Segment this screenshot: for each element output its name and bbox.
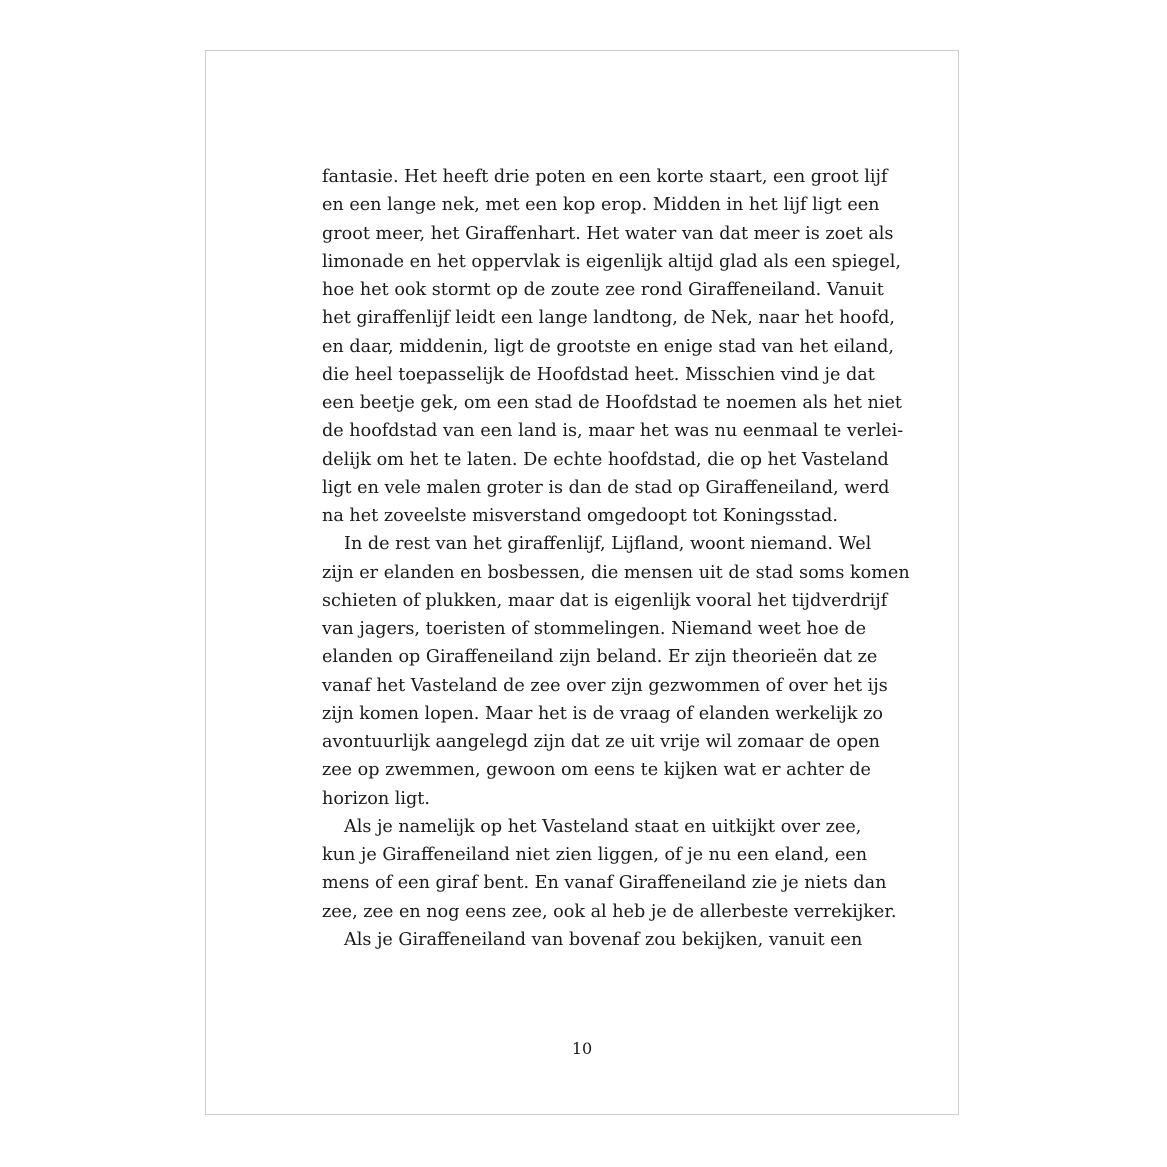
text-line: elanden op Giraffeneiland zijn beland. Er zijn theorieën dat ze <box>322 647 878 668</box>
paragraph <box>322 530 910 813</box>
page-number: 10 <box>571 1039 593 1058</box>
text-line: vanaf het Vasteland de zee over zijn gezwommen of over het ijs <box>322 675 888 696</box>
text-line: na het zoveelste misverstand omgedoopt tot Koningsstad. <box>322 506 838 526</box>
text-line: schieten of plukken, maar dat is eigenlijk vooral het tijdverdrijf <box>322 590 888 611</box>
text-line: delijk om het te laten. De echte hoofdstad, die op het Vasteland <box>322 449 889 470</box>
text-line: en daar, middenin, ligt de grootste en enige stad van het eiland, <box>322 336 894 357</box>
text-line: het giraffenlijf leidt een lange landtong, de Nek, naar het hoofd, <box>322 308 895 329</box>
text-line: Als je Giraffeneiland van bovenaf zou bekijken, vanuit een <box>344 929 863 950</box>
paragraph <box>322 926 863 954</box>
paragraph <box>322 163 904 530</box>
text-line: die heel toepasselijk de Hoofdstad heet. Misschien vind je dat <box>322 364 875 385</box>
body-text <box>322 163 910 954</box>
text-line: van jagers, toeristen of stommelingen. Niemand weet hoe de <box>322 619 867 639</box>
paragraph <box>322 813 897 926</box>
book-page <box>205 50 959 1115</box>
text-line: avontuurlijk aangelegd zijn dat ze uit vrije wil zomaar de open <box>322 732 880 752</box>
text-line: zijn komen lopen. Maar het is de vraag of elanden werkelijk zo <box>322 703 883 724</box>
text-line: kun je Giraffeneiland niet zien liggen, of je nu een eland, een <box>322 845 868 865</box>
text-line: horizon ligt. <box>322 788 430 809</box>
text-line: hoe het ook stormt op de zoute zee rond Giraffeneiland. Vanuit <box>322 280 884 300</box>
text-line: zee, zee en nog eens zee, ook al heb je de allerbeste verrekijker. <box>322 901 897 922</box>
text-line: zijn er elanden en bosbessen, die mensen uit de stad soms komen <box>322 562 910 583</box>
text-line: een beetje gek, om een stad de Hoofdstad te noemen als het niet <box>322 393 902 413</box>
text-line: mens of een giraf bent. En vanaf Giraffeneiland zie je niets dan <box>322 873 887 894</box>
text-line: fantasie. Het heeft drie poten en een korte staart, een groot lijf <box>322 167 888 187</box>
text-line: Als je namelijk op het Vasteland staat en uitkijkt over zee, <box>344 816 862 837</box>
text-line: de hoofdstad van een land is, maar het was nu eenmaal te verlei- <box>322 421 904 442</box>
text-line: en een lange nek, met een kop erop. Midden in het lijf ligt een <box>322 195 880 216</box>
text-line: limonade en het oppervlak is eigenlijk altijd glad als een spiegel, <box>322 251 901 272</box>
text-line: groot meer, het Giraffenhart. Het water van dat meer is zoet als <box>322 223 894 244</box>
text-line: ligt en vele malen groter is dan de stad op Giraffeneiland, werd <box>322 477 890 498</box>
text-line: zee op zwemmen, gewoon om eens te kijken wat er achter de <box>322 760 871 781</box>
text-line: In de rest van het giraffenlijf, Lijfland, woont niemand. Wel <box>344 534 872 555</box>
